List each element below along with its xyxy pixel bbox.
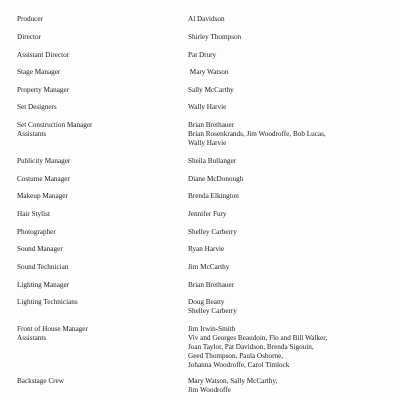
name-line: Jim McCarthy xyxy=(188,263,230,271)
role-label xyxy=(17,86,177,95)
role-label xyxy=(17,157,177,166)
name-line: Ryan Harvie xyxy=(188,245,225,253)
role-line: Sound Technician xyxy=(17,263,69,271)
name-list xyxy=(188,245,388,254)
role-line: Stage Manager xyxy=(17,68,61,76)
name-line: Shelley Carberry xyxy=(188,228,237,236)
role-label xyxy=(17,103,177,112)
name-line: Wally Harvie xyxy=(188,103,227,111)
name-line: Wally Harvie xyxy=(188,139,227,147)
name-line: Sheila Bullanger xyxy=(188,157,237,165)
name-list xyxy=(188,263,388,272)
role-label xyxy=(17,33,177,42)
name-list xyxy=(188,68,388,77)
name-line: Mary Watson xyxy=(188,68,229,76)
name-list xyxy=(188,15,388,24)
name-line: Pat Drury xyxy=(188,51,217,59)
role-label xyxy=(17,325,177,343)
role-label xyxy=(17,281,177,290)
name-line: Joan Taylor, Pat Davidson, Brenda Sigouin, xyxy=(188,343,314,351)
role-line: Sound Manager xyxy=(17,245,63,253)
name-line: Doug Beatty xyxy=(188,298,225,306)
name-list xyxy=(188,298,388,316)
name-line: Diane McDonough xyxy=(188,175,244,183)
role-line: Costume Manager xyxy=(17,175,70,183)
name-line: Brian Brethauer xyxy=(188,281,235,289)
role-label xyxy=(17,245,177,254)
name-line: Jennifer Fury xyxy=(188,210,227,218)
name-line: Shirley Thompson xyxy=(188,33,242,41)
role-line: Makeup Manager xyxy=(17,192,68,200)
name-line: Mary Watson, Sally McCarthy, xyxy=(188,377,278,385)
role-line: Lighting Manager xyxy=(17,281,70,289)
name-list xyxy=(188,51,388,60)
role-line: Hair Stylist xyxy=(17,210,50,218)
name-line: Geed Thompson, Paula Osborne, xyxy=(188,352,284,360)
name-line: Brian Rosenkrands, Jim Woodroffe, Bob Lucas, xyxy=(188,130,326,138)
role-line: Property Manager xyxy=(17,86,70,94)
role-line: Photographer xyxy=(17,228,56,236)
role-label xyxy=(17,298,177,307)
name-line: Brenda Elkington xyxy=(188,192,239,200)
role-line: Director xyxy=(17,33,41,41)
role-label xyxy=(17,121,177,139)
role-label xyxy=(17,192,177,201)
name-list xyxy=(188,175,388,184)
name-list xyxy=(188,325,388,370)
name-list xyxy=(188,33,388,42)
name-line: Al Davidson xyxy=(188,15,225,23)
name-list xyxy=(188,228,388,237)
name-list xyxy=(188,192,388,201)
name-line: Brian Brethauer xyxy=(188,121,235,129)
name-list xyxy=(188,121,388,148)
role-line: Front of House Manager xyxy=(17,325,88,333)
role-line: Publicity Manager xyxy=(17,157,71,165)
role-line: Set Designers xyxy=(17,103,57,111)
role-label xyxy=(17,228,177,237)
role-label xyxy=(17,51,177,60)
name-list xyxy=(188,281,388,290)
name-line: Jim Woodroffe xyxy=(188,386,231,394)
role-line: Assistant Director xyxy=(17,51,70,59)
name-list xyxy=(188,103,388,112)
role-line: Producer xyxy=(17,15,43,23)
role-line: Backstage Crew xyxy=(17,377,64,385)
name-list xyxy=(188,86,388,95)
name-list xyxy=(188,157,388,166)
name-line: Jim Irwin-Smith xyxy=(188,325,236,333)
role-label xyxy=(17,175,177,184)
role-line: Assistants xyxy=(17,130,47,138)
role-label xyxy=(17,210,177,219)
name-list xyxy=(188,377,388,395)
role-label xyxy=(17,377,177,386)
name-line: Sally McCarthy xyxy=(188,86,234,94)
role-label xyxy=(17,263,177,272)
name-line: Viv and Georges Beaudoin, Flo and Bill Walker, xyxy=(188,334,328,342)
role-line: Assistants xyxy=(17,334,47,342)
role-label xyxy=(17,68,177,77)
name-line: Shelley Carberry xyxy=(188,307,237,315)
role-line: Lighting Technicians xyxy=(17,298,78,306)
name-line: Johanna Woodroffe, Carol Timlock xyxy=(188,361,290,369)
name-list xyxy=(188,210,388,219)
role-line: Set Construction Manager xyxy=(17,121,93,129)
role-label xyxy=(17,15,177,24)
